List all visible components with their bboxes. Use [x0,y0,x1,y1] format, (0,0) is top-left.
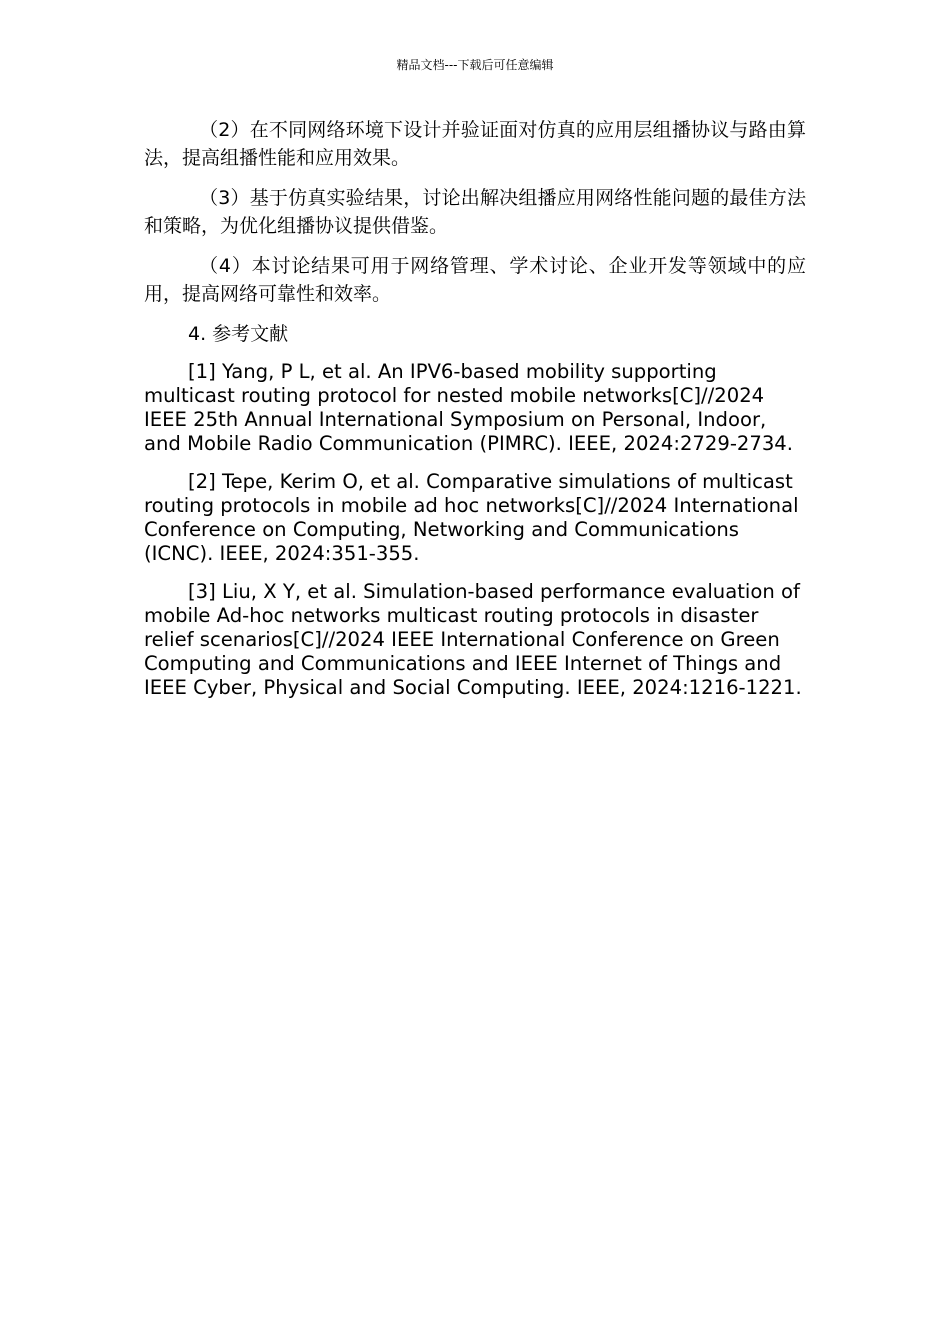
paragraph-item-2: （2）在不同网络环境下设计并验证面对仿真的应用层组播协议与路由算法，提高组播性能和应用效果。 [144,119,806,169]
reference-1: [1] Yang, P L, et al. An IPV6-based mobility supporting multicast routing protocol for nested mobile networks[C]//2024 IEEE 25th Annual International Symposium on Personal, Indoor, and Mobile Radio Communication (PIMRC). IEEE, 2024:2729-2734. [144,360,793,455]
paragraph-item-4: （4）本讨论结果可用于网络管理、学术讨论、企业开发等领域中的应用，提高网络可靠性和效率。 [144,255,806,305]
document-body [144,116,806,714]
paragraph-item-3: （3）基于仿真实验结果，讨论出解决组播应用网络性能问题的最佳方法和策略，为优化组播协议提供借鉴。 [144,187,806,237]
page-header: 精品文档---下载后可任意编辑 [396,58,554,72]
references-heading: 4. 参考文献 [188,323,289,345]
reference-3: [3] Liu, X Y, et al. Simulation-based performance evaluation of mobile Ad-hoc networks multicast routing protocols in disaster relief scenarios[C]//2024 IEEE International Conference on Green Computing and Communications and IEEE Internet of Things and IEEE Cyber, Physical and Social Computing. IEEE, 2024:1216-1221. [144,580,802,699]
reference-2: [2] Tepe, Kerim O, et al. Comparative simulations of multicast routing protocols in mobile ad hoc networks[C]//2024 International Conference on Computing, Networking and Communications (ICNC). IEEE, 2024:351-355. [144,470,799,565]
